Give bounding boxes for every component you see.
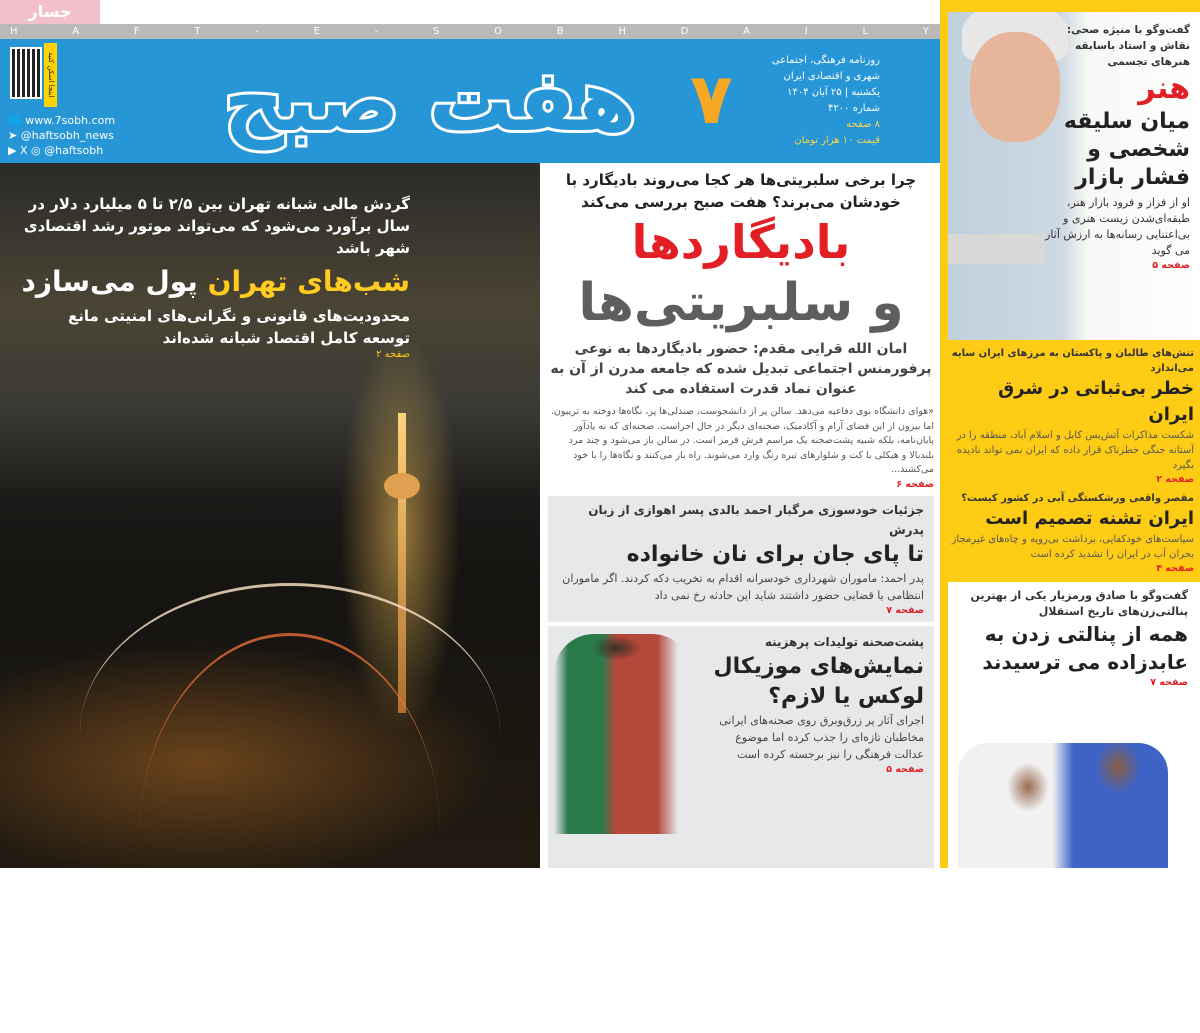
social-handle[interactable]: ▶ X ◎ @haftsobh xyxy=(8,144,104,157)
milad-tower-head xyxy=(384,473,420,499)
story-box-bread[interactable]: جزئیات خودسوزی مرگبار احمد بالدی پسر اهوازی از زبان پدرش تا پای جان برای نان خانواده پدر احمد: ماموران شهرداری خودسرانه اقدام به تخریب دکه کردند. اگر ماموران انتظامی یا قضایی حضور داشتند شاید این حادثه رخ نمی داد صفحه ۷ xyxy=(548,496,934,622)
tehran-night-photo xyxy=(0,163,540,868)
newspaper-logo: هفت صبح xyxy=(223,52,637,150)
page-ref: صفحه ۶ xyxy=(896,478,934,490)
strip-letter: A xyxy=(72,26,81,37)
masthead-strip xyxy=(0,24,940,39)
art-interview[interactable]: گفت‌وگو با منیژه صحی: نقاش و استاد باسابقه هنرهای تجسمی هنر میان سلیقه شخصی و فشار بازار او از فراز و فرود بازار هنر، طبقه‌ای‌شدن زیست هنری و بی‌اعتنایی رسانه‌ها به ارزش آثار می گوید صفحه ۵ xyxy=(948,12,1200,340)
watermark-logo: جسار xyxy=(0,0,100,24)
qr-tag: اینجا اسکن کنید xyxy=(44,43,57,107)
strip-letter: F xyxy=(133,26,141,37)
football-interview[interactable]: گفت‌وگو با صادق ورمزیار یکی از بهترین پنالتی‌زن‌های تاریخ استقلال همه از پنالتی زدن به عابدزاده می ترسیدند صفحه ۷ xyxy=(948,582,1200,868)
strip-letter: Y xyxy=(922,26,930,37)
strip-letter: B xyxy=(556,26,565,37)
strip-letter: - xyxy=(374,26,380,37)
strip-letter: O xyxy=(494,26,504,37)
right-column xyxy=(940,0,1200,868)
website-link[interactable]: 🌐 www.7sobh.com xyxy=(8,114,116,127)
strip-letter: E xyxy=(313,26,321,37)
story-east-iran[interactable]: تنش‌های طالبان و پاکستان به مرزهای ایران سایه می‌اندازد خطر بی‌ثباتی در شرق ایران شکست مذاکرات آتش‌بس کابل و اسلام آباد، منطقه را در آستانه جنگی خطرناک قرار داده که ایران نمی تواند نادیده بگیرد صفحه ۲ xyxy=(951,348,1194,485)
left-headline: شب‌های تهران پول می‌سازد xyxy=(21,265,410,298)
strip-letter: T xyxy=(194,26,202,37)
youtube-x-instagram-icons: ▶ X ◎ xyxy=(8,144,41,157)
left-story[interactable]: گردش مالی شبانه تهران بین ۲/۵ تا ۵ میلیارد دلار در سال برآورد می‌شود که می‌تواند موتور رشد اقتصادی شهر باشد شب‌های تهران پول می‌سازد محدودیت‌های قانونی و نگرانی‌های امنیتی مانع توسعه کامل اقتصاد شبانه شده‌اند صفحه ۲ xyxy=(21,195,410,360)
strip-letter: H xyxy=(10,26,19,37)
main-headline-red: بادیگاردها xyxy=(631,215,851,269)
main-headline-grey: و سلبریتی‌ها xyxy=(578,273,904,333)
main-quote: امان الله قرایی مقدم: حضور بادیگاردها به نوعی پرفورمنس اجتماعی تبدیل شده که جامعه مدرن از آن به عنوان نماد قدرت استفاده می کند xyxy=(550,341,932,397)
social-links xyxy=(8,113,115,158)
qr-code[interactable] xyxy=(10,47,42,99)
highway-lights xyxy=(140,633,440,1033)
story-water[interactable]: مقصر واقعی ورشکستگی آبی در کشور کیست؟ ایران تشنه تصمیم است سیاست‌های خودکفایی، برداشت بی‌رویه و چاه‌های غیرمجاز بحران آب در ایران را تشدید کرده است صفحه ۴ xyxy=(951,493,1194,574)
musical-photo xyxy=(554,634,692,834)
telegram-icon: ➤ xyxy=(8,129,18,142)
strip-letter: S xyxy=(433,26,441,37)
strip-letter: D xyxy=(680,26,690,37)
main-excerpt: «هوای دانشگاه بوی دفاعیه می‌دهد. سالن پر از دانشجوست، صندلی‌ها پر، نگاه‌ها دوخته به تریبون. اما بیرون از این فضای آرام و آکادمیک، صحنه‌ای دیگر در حال اجراست. صحنه‌ای که نه یادآور پایان‌نامه، بلکه شبیه پشت‌صحنه یک مراسم فرش قرمز است. در سالن باز می‌شود و چند مرد بلندبالا و هیکلی با کت و شلوارهای تیره رنگ وارد می‌شوند. راه باز می‌کنند و نگاه‌ها را با خود می‌کشند... xyxy=(550,406,934,475)
globe-icon: 🌐 xyxy=(8,114,22,127)
strip-letter: - xyxy=(255,26,260,37)
chair xyxy=(948,234,1046,264)
logo-seven: ۷ xyxy=(690,58,733,140)
strip-letter: I xyxy=(804,26,809,37)
strip-letter: L xyxy=(862,26,870,37)
football-players-photo xyxy=(958,743,1168,868)
page-count: ۸ صفحه xyxy=(846,119,880,130)
issue-meta: روزنامه فرهنگی، اجتماعی شهری و اقتصادی ایران یکشنبه | ۲۵ آبان ۱۴۰۴ شماره ۴۲۰۰ ۸ صفحه قیمت ۱۰ هزار تومان xyxy=(730,53,880,149)
price: قیمت ۱۰ هزار تومان xyxy=(794,135,880,146)
yellow-stories xyxy=(948,346,1194,576)
story-box-musicals[interactable]: پشت‌صحنه تولیدات پرهزینه نمایش‌های موزیکال لوکس یا لازم؟ اجرای آثار پر زرق‌وبرق روی صحنه‌های ایرانی مخاطبان تازه‌ای را جذب کرده اما موضوع عدالت فرهنگی را نیز برجسته کرده است صفحه ۵ xyxy=(548,626,934,869)
center-column xyxy=(548,163,934,868)
strip-letter: H xyxy=(618,26,627,37)
masthead xyxy=(0,39,940,163)
strip-letter: A xyxy=(743,26,751,37)
telegram-link[interactable]: ➤ @haftsobh_news xyxy=(8,129,114,142)
main-story[interactable]: چرا برخی سلبریتی‌ها هر کجا می‌روند بادیگارد با خودشان می‌برند؟ هفت صبح بررسی می‌کند بادیگاردها و سلبریتی‌ها امان الله قرایی مقدم: حضور بادیگاردها به نوعی پرفورمنس اجتماعی تبدیل شده که جامعه مدرن از آن به عنوان نماد قدرت استفاده می کند «هوای دانشگاه بوی دفاعیه می‌دهد. سالن پر از دانشجوست، صندلی‌ها پر، نگاه‌ها دوخته به تریبون. اما بیرون از این فضای آرام و آکادمیک، صحنه‌ای دیگر در حال اجراست. صحنه‌ای که نه یادآور پایان‌نامه، بلکه شبیه پشت‌صحنه یک مراسم فرش قرمز است. در سالن باز می‌شود و چند مرد بلندبالا و هیکلی با کت و شلوارهای تیره رنگ وارد می‌شوند. راه باز می‌کنند و نگاه‌ها را با خود می‌کشند... صفحه ۶ xyxy=(548,163,934,492)
